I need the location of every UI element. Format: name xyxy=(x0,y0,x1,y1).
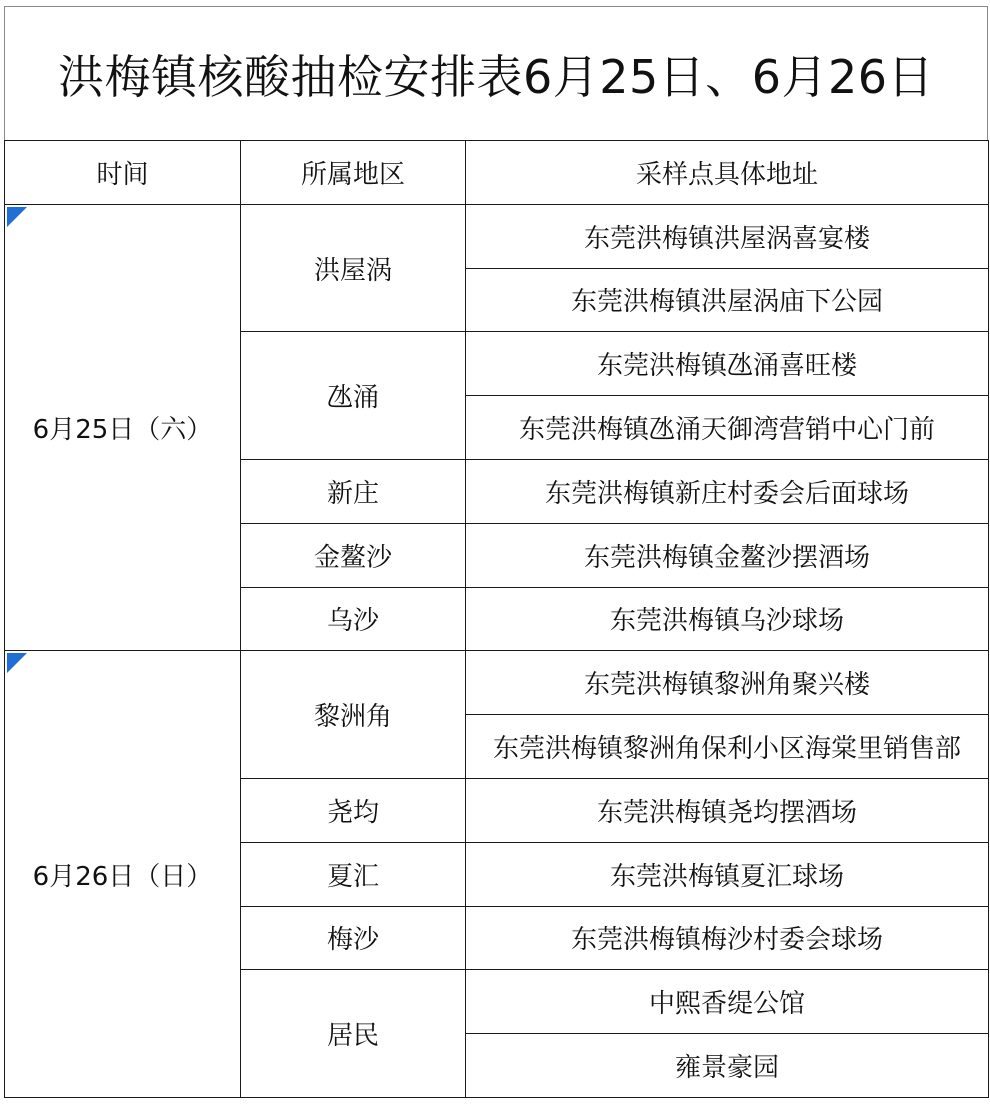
site-address-cell: 东莞洪梅镇洪屋涡喜宴楼 xyxy=(466,204,989,268)
area-cell: 夏汇 xyxy=(241,842,466,906)
schedule-sheet xyxy=(4,6,988,1100)
area-cell: 新庄 xyxy=(241,459,466,523)
area-cell: 洪屋涡 xyxy=(241,204,466,332)
site-address-cell: 东莞洪梅镇尧均摆酒场 xyxy=(466,778,989,842)
cell-corner-marker-icon xyxy=(7,207,27,227)
site-address-cell: 东莞洪梅镇夏汇球场 xyxy=(466,842,989,906)
site-address-cell: 中熙香缇公馆 xyxy=(466,970,989,1034)
site-address-cell: 东莞洪梅镇新庄村委会后面球场 xyxy=(466,459,989,523)
header-time: 时间 xyxy=(5,141,241,205)
schedule-table xyxy=(4,140,989,1098)
site-address-cell: 东莞洪梅镇黎洲角保利小区海棠里销售部 xyxy=(466,715,989,779)
site-address-cell: 东莞洪梅镇洪屋涡庙下公园 xyxy=(466,268,989,332)
schedule-body xyxy=(5,204,989,1097)
site-address-cell: 雍景豪园 xyxy=(466,1034,989,1098)
site-address-cell: 东莞洪梅镇氹涌天御湾营销中心门前 xyxy=(466,396,989,460)
area-cell: 金鳌沙 xyxy=(241,523,466,587)
site-address-cell: 东莞洪梅镇乌沙球场 xyxy=(466,587,989,651)
area-cell: 尧均 xyxy=(241,778,466,842)
date-label: 6月25日（六） xyxy=(32,415,213,446)
table-row xyxy=(5,651,989,715)
area-cell: 居民 xyxy=(241,970,466,1098)
date-cell xyxy=(5,204,241,651)
date-cell xyxy=(5,651,241,1098)
site-address-cell: 东莞洪梅镇金鳌沙摆酒场 xyxy=(466,523,989,587)
header-address: 采样点具体地址 xyxy=(466,141,989,205)
cell-corner-marker-icon xyxy=(7,653,27,673)
header-row xyxy=(5,141,989,205)
header-area: 所属地区 xyxy=(241,141,466,205)
site-address-cell: 东莞洪梅镇梅沙村委会球场 xyxy=(466,906,989,970)
date-label: 6月26日（日） xyxy=(32,861,213,892)
area-cell: 梅沙 xyxy=(241,906,466,970)
page-title: 洪梅镇核酸抽检安排表6月25日、6月26日 xyxy=(57,50,935,104)
title-box xyxy=(4,6,988,141)
area-cell: 氹涌 xyxy=(241,332,466,460)
site-address-cell: 东莞洪梅镇氹涌喜旺楼 xyxy=(466,332,989,396)
table-row xyxy=(5,204,989,268)
area-cell: 黎洲角 xyxy=(241,651,466,779)
area-cell: 乌沙 xyxy=(241,587,466,651)
site-address-cell: 东莞洪梅镇黎洲角聚兴楼 xyxy=(466,651,989,715)
